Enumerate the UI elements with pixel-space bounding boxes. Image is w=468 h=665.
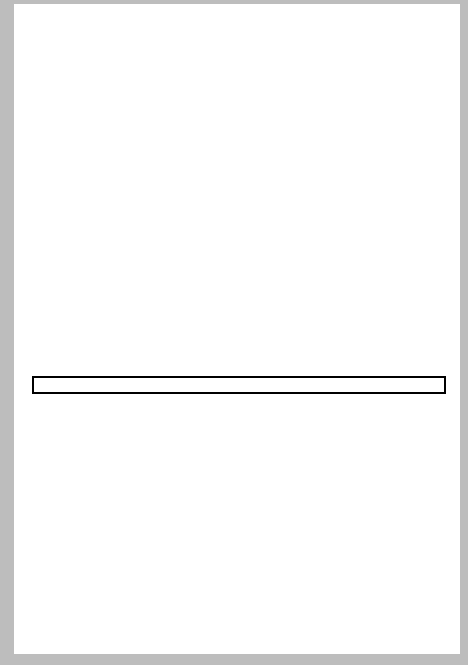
document-page (14, 4, 460, 654)
section-title-chiba (32, 376, 446, 394)
